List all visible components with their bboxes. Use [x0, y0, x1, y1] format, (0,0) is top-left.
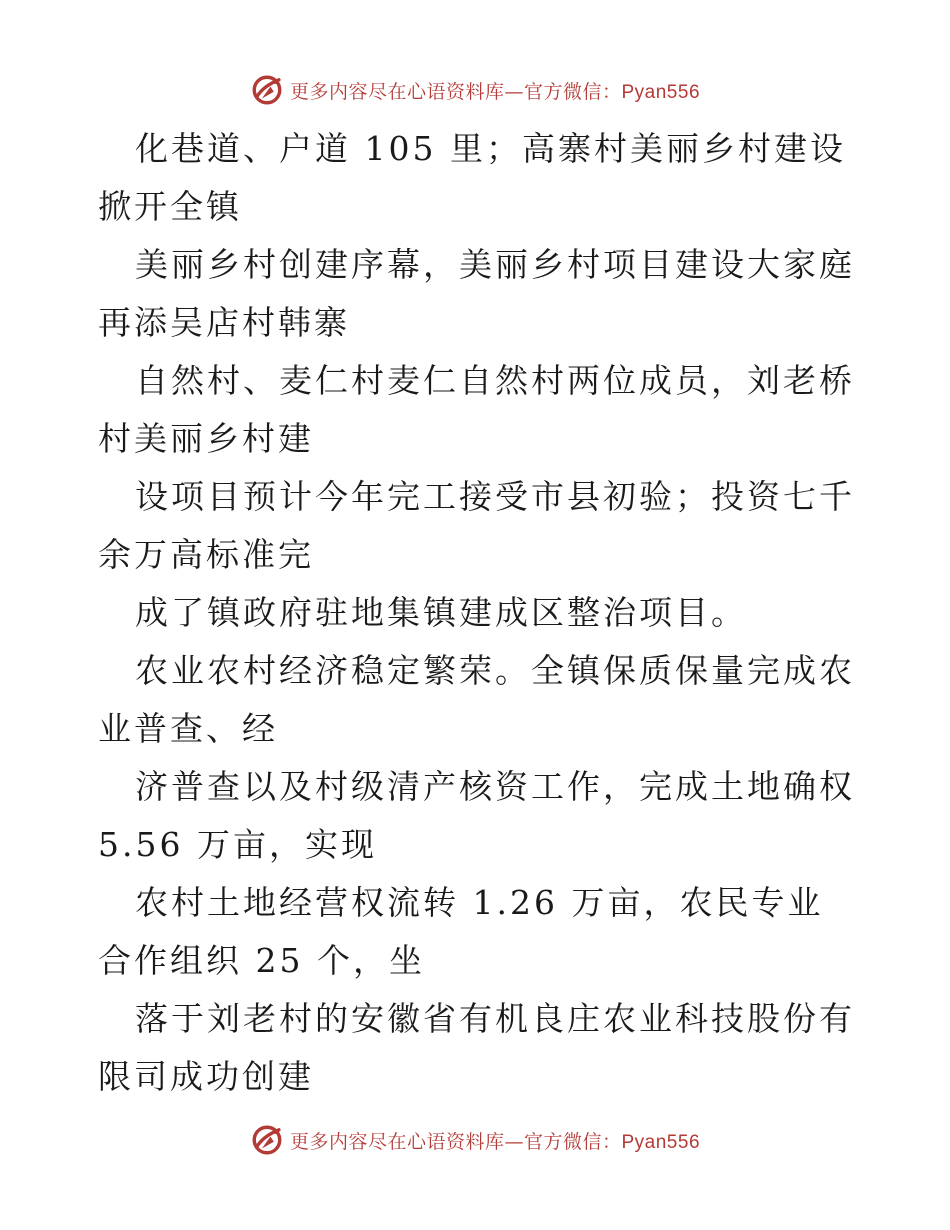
- paragraph: 落于刘老村的安徽省有机良庄农业科技股份有限司成功创建: [98, 999, 855, 1096]
- footer-banner-text: [290, 1127, 700, 1154]
- paragraph: 美丽乡村创建序幕，美丽乡村项目建设大家庭再添吴店村韩寨: [98, 245, 855, 342]
- paragraph: 农村土地经营权流转 1.26 万亩，农民专业合作组织 25 个，坐: [98, 883, 824, 980]
- seal-logo-icon: [250, 1123, 284, 1157]
- paragraph: 自然村、麦仁村麦仁自然村两位成员，刘老桥村美丽乡村建: [98, 361, 855, 458]
- banner-slogan: 更多内容尽在心语资料库—官方微信：: [289, 1130, 622, 1153]
- footer-banner: [0, 1120, 950, 1160]
- banner-wechat-id: Pyan556: [621, 1131, 701, 1153]
- paragraph: 化巷道、户道 105 里；高寨村美丽乡村建设掀开全镇: [98, 129, 846, 226]
- header-banner-inner: [250, 73, 700, 107]
- banner-slogan: 更多内容尽在心语资料库—官方微信：: [289, 80, 622, 103]
- document-body: [98, 120, 869, 1106]
- paragraph: 设项目预计今年完工接受市县初验；投资七千余万高标准完: [98, 477, 855, 574]
- seal-logo-icon: [250, 73, 284, 107]
- header-banner-text: [290, 77, 700, 104]
- paragraph: 成了镇政府驻地集镇建成区整治项目。: [135, 593, 747, 632]
- paragraph: 农业农村经济稳定繁荣。全镇保质保量完成农业普查、经: [98, 651, 855, 748]
- header-banner: [0, 70, 950, 110]
- paragraph: 济普查以及村级清产核资工作，完成土地确权 5.56 万亩，实现: [98, 767, 869, 864]
- footer-banner-inner: [250, 1123, 700, 1157]
- banner-wechat-id: Pyan556: [621, 81, 701, 103]
